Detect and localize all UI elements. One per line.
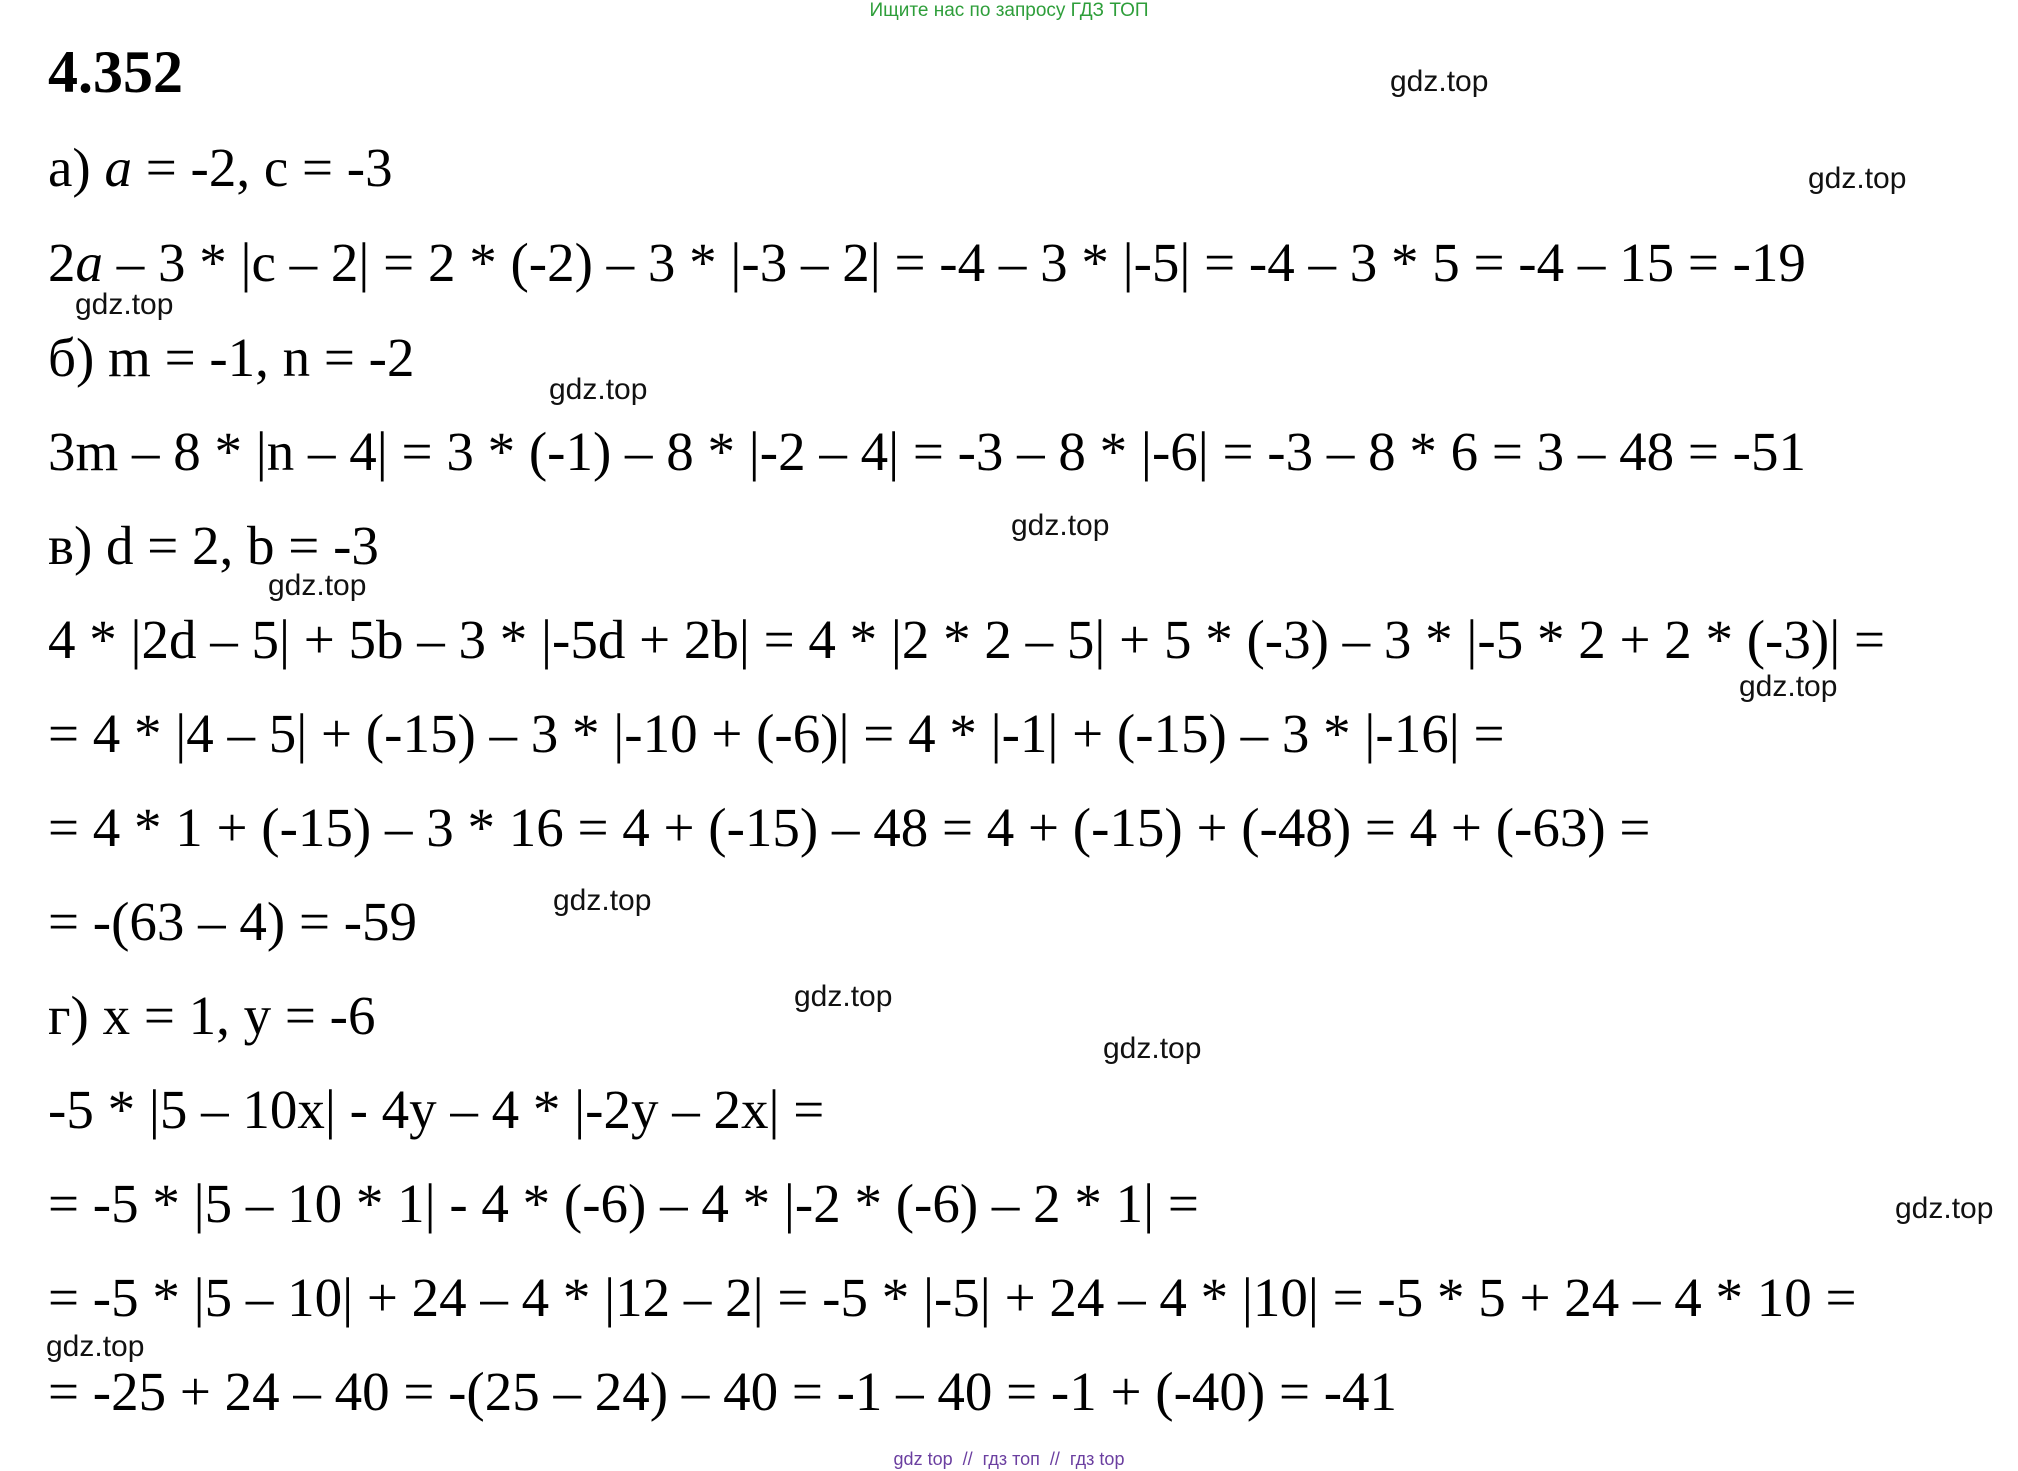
watermark: gdz.top: [268, 569, 367, 602]
watermark: gdz.top: [794, 980, 893, 1013]
watermark: gdz.top: [46, 1330, 145, 1363]
header-search-note: Ищите нас по запросу ГДЗ ТОП: [869, 0, 1149, 21]
part-a-cond-rest: = -2, c = -3: [131, 137, 393, 198]
watermark: gdz.top: [553, 884, 652, 917]
part-v-solution-line-1: 4 * |2d – 5| + 5b – 3 * |-5d + 2b| = 4 * |2 * 2 – 5| + 5 * (-3) – 3 * |-5 * 2 + 2 * (-3)| =: [48, 609, 1885, 670]
watermark: gdz.top: [75, 288, 174, 321]
part-a-expr-rest: – 3 * |c – 2| = 2 * (-2) – 3 * |-3 – 2| = -4 – 3 * |-5| = -4 – 3 * 5 = -4 – 15 = -19: [103, 232, 1806, 293]
part-g-solution-line-2: = -5 * |5 – 10 * 1| - 4 * (-6) – 4 * |-2 * (-6) – 2 * 1| =: [48, 1173, 1199, 1234]
part-b-condition: б) m = -1, n = -2: [48, 327, 415, 388]
part-a-var: a: [104, 137, 132, 198]
watermark: gdz.top: [1103, 1032, 1202, 1065]
part-g-condition: г) x = 1, y = -6: [48, 985, 376, 1046]
part-b-solution: 3m – 8 * |n – 4| = 3 * (-1) – 8 * |-2 – 4| = -3 – 8 * |-6| = -3 – 8 * 6 = 3 – 48 = -51: [48, 421, 1806, 482]
exercise-number: 4.352: [48, 39, 183, 105]
part-a-condition: [48, 136, 393, 200]
watermark: gdz.top: [1390, 65, 1489, 98]
watermark: gdz.top: [1739, 670, 1838, 703]
part-g-solution-line-4: = -25 + 24 – 40 = -(25 – 24) – 40 = -1 – 40 = -1 + (-40) = -41: [48, 1361, 1398, 1422]
watermark: gdz.top: [1011, 509, 1110, 542]
part-a-prefix: а): [48, 137, 105, 198]
footer-note: gdz top // гдз топ // гдз top: [893, 1449, 1125, 1469]
part-v-solution-line-3: = 4 * 1 + (-15) – 3 * 16 = 4 + (-15) – 48 = 4 + (-15) + (-48) = 4 + (-63) =: [48, 797, 1651, 858]
watermark: gdz.top: [1808, 162, 1907, 195]
part-v-solution-line-4: = -(63 – 4) = -59: [48, 891, 418, 952]
part-g-solution-line-3: = -5 * |5 – 10| + 24 – 4 * |12 – 2| = -5 * |-5| + 24 – 4 * |10| = -5 * 5 + 24 – 4 * 10 =: [48, 1267, 1857, 1328]
watermark: gdz.top: [549, 373, 648, 406]
part-v-condition: в) d = 2, b = -3: [48, 515, 379, 576]
part-v-solution-line-2: = 4 * |4 – 5| + (-15) – 3 * |-10 + (-6)| = 4 * |-1| + (-15) – 3 * |-16| =: [48, 703, 1505, 764]
watermark: gdz.top: [1895, 1192, 1994, 1225]
part-g-solution-line-1: -5 * |5 – 10x| - 4y – 4 * |-2y – 2x| =: [48, 1079, 825, 1140]
part-a-expr-var: 2a: [48, 232, 103, 293]
part-a-solution: [48, 231, 1806, 295]
